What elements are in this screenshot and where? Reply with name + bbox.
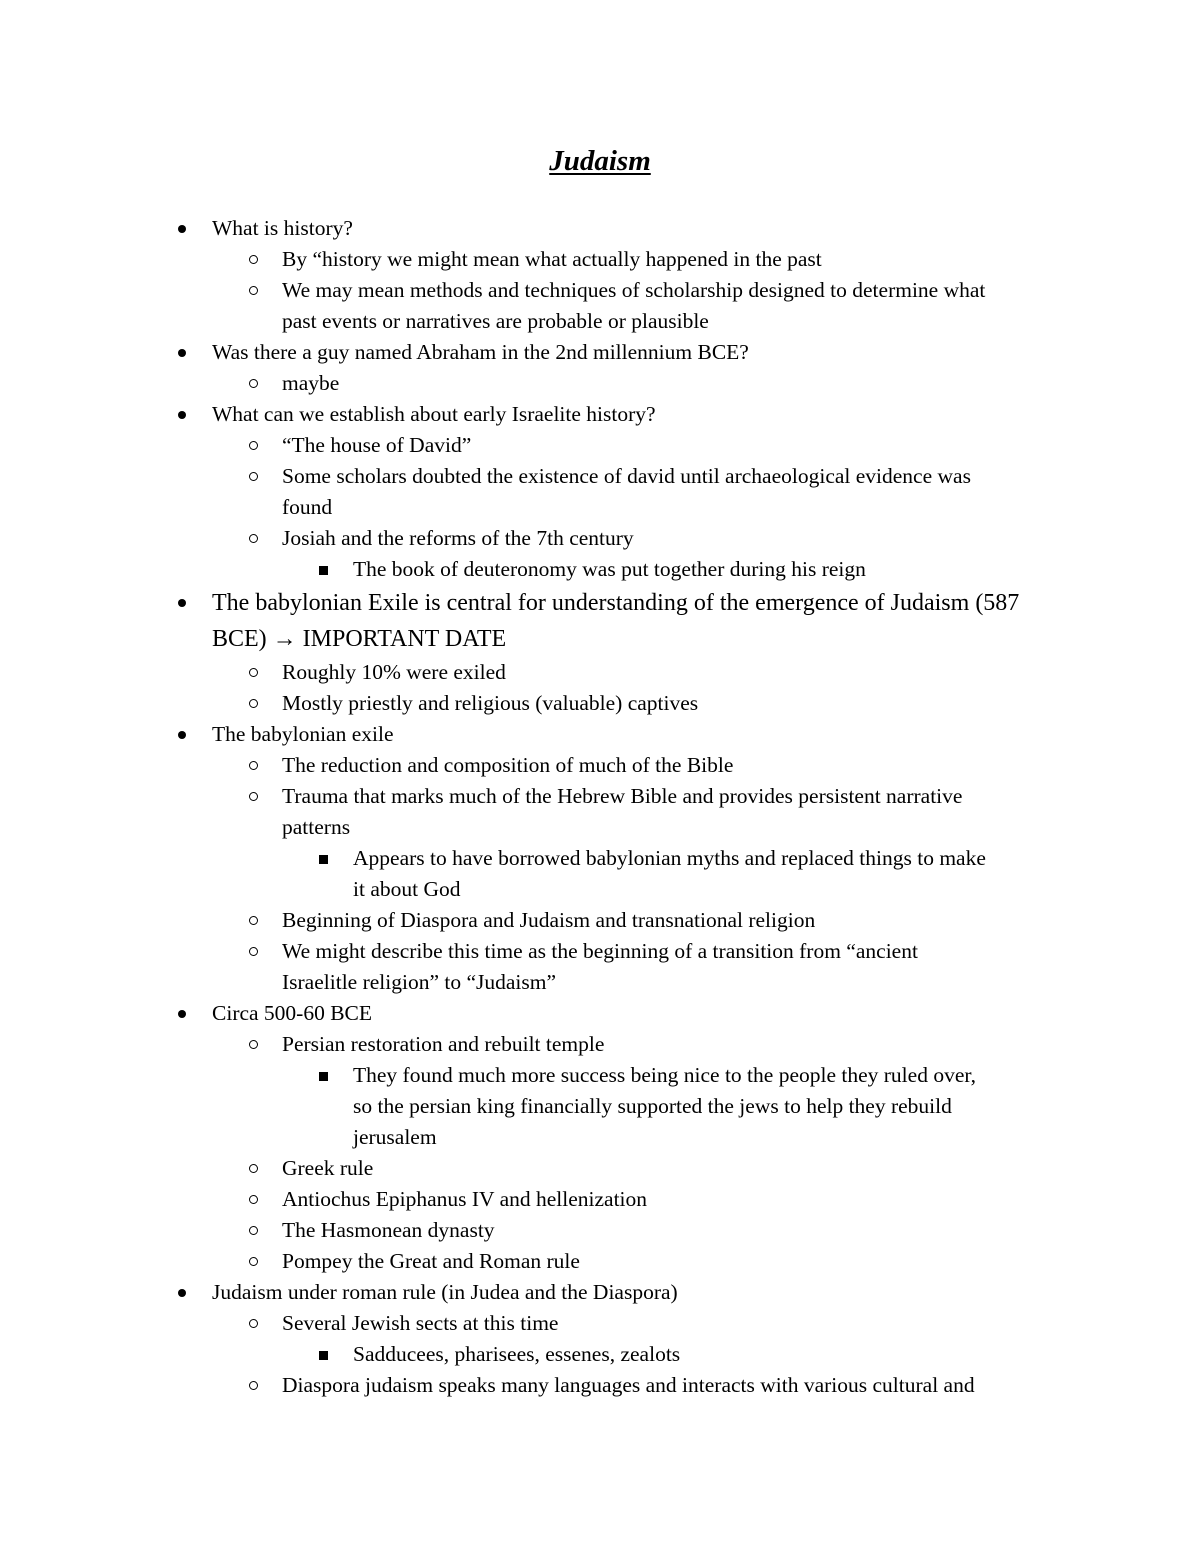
note-item-level-2 [0,936,1200,967]
note-text: Pompey the Great and Roman rule [282,1249,580,1273]
note-item-level-2 [0,1215,1200,1246]
note-text: Some scholars doubted the existence of david until archaeological evidence was [282,464,971,488]
bullet-circle-icon [249,286,258,295]
page-title: Judaism [549,145,651,177]
bullet-disc-icon [178,225,186,233]
bullet-circle-icon [249,255,258,264]
note-item-continuation [0,812,1200,843]
note-text: maybe [282,371,340,395]
note-text: Greek rule [282,1156,374,1180]
note-text: “The house of David” [282,433,472,457]
bullet-square-icon [319,855,328,864]
bullet-circle-icon [249,1226,258,1235]
note-text: We may mean methods and techniques of scholarship designed to determine what [282,278,986,302]
note-text: so the persian king financially supported the jews to help they rebuild [353,1094,952,1118]
bullet-circle-icon [249,699,258,708]
bullet-square-icon [319,566,328,575]
note-text: Israelitle religion” to “Judaism” [282,970,557,994]
note-text: Diaspora judaism speaks many languages and interacts with various cultural and [282,1373,975,1397]
note-text: The babylonian Exile is central for understanding of the emergence of Judaism (587 [212,590,1020,616]
note-item-level-2 [0,657,1200,688]
note-item-continuation [0,621,1200,657]
note-text: it about God [353,877,461,901]
bullet-circle-icon [249,1319,258,1328]
notes-list [0,213,1200,1401]
note-item-continuation [0,1091,1200,1122]
bullet-disc-icon [178,1289,186,1297]
bullet-circle-icon [249,668,258,677]
note-item-continuation [0,967,1200,998]
note-text: found [282,495,333,519]
note-item-level-3 [0,1060,1200,1091]
bullet-circle-icon [249,1164,258,1173]
note-item-level-2 [0,1153,1200,1184]
note-text: Trauma that marks much of the Hebrew Bible and provides persistent narrative [282,784,963,808]
bullet-circle-icon [249,1195,258,1204]
note-text: Beginning of Diaspora and Judaism and transnational religion [282,908,816,932]
note-text: By “history we might mean what actually happened in the past [282,247,822,271]
note-text: past events or narratives are probable or plausible [282,309,709,333]
note-item-level-1 [0,585,1200,621]
note-item-level-2 [0,1370,1200,1401]
note-text: Roughly 10% were exiled [282,660,506,684]
bullet-square-icon [319,1351,328,1360]
note-item-level-2 [0,523,1200,554]
bullet-square-icon [319,1072,328,1081]
note-text: Sadducees, pharisees, essenes, zealots [353,1342,681,1366]
note-item-continuation [0,492,1200,523]
note-item-level-1 [0,1277,1200,1308]
note-item-level-3 [0,554,1200,585]
note-text: The reduction and composition of much of the Bible [282,753,734,777]
note-item-level-2 [0,1308,1200,1339]
bullet-disc-icon [178,411,186,419]
bullet-circle-icon [249,761,258,770]
note-item-level-2 [0,430,1200,461]
note-item-continuation [0,306,1200,337]
note-item-level-1 [0,399,1200,430]
bullet-circle-icon [249,1257,258,1266]
note-text: Was there a guy named Abraham in the 2nd millennium BCE? [212,340,749,364]
bullet-circle-icon [249,441,258,450]
bullet-circle-icon [249,1381,258,1390]
note-text: Appears to have borrowed babylonian myths and replaced things to make [353,846,986,870]
note-item-continuation [0,874,1200,905]
note-item-level-2 [0,688,1200,719]
note-text: The book of deuteronomy was put together during his reign [353,557,866,581]
note-text: Antiochus Epiphanus IV and hellenization [282,1187,648,1211]
note-text: jerusalem [353,1125,437,1149]
bullet-disc-icon [178,1010,186,1018]
note-item-level-1 [0,337,1200,368]
note-item-level-1 [0,719,1200,750]
note-item-level-2 [0,1029,1200,1060]
note-item-level-1 [0,213,1200,244]
note-text: Mostly priestly and religious (valuable) captives [282,691,699,715]
note-item-level-2 [0,781,1200,812]
bullet-circle-icon [249,379,258,388]
note-text: BCE) → IMPORTANT DATE [212,626,507,652]
note-text: Persian restoration and rebuilt temple [282,1032,605,1056]
note-text: Josiah and the reforms of the 7th century [282,526,634,550]
note-item-level-3 [0,843,1200,874]
bullet-circle-icon [249,792,258,801]
note-item-level-2 [0,750,1200,781]
bullet-disc-icon [178,349,186,357]
note-item-level-2 [0,461,1200,492]
bullet-disc-icon [178,599,186,607]
note-text: What can we establish about early Israelite history? [212,402,656,426]
note-item-level-2 [0,1246,1200,1277]
note-text: patterns [282,815,351,839]
bullet-circle-icon [249,534,258,543]
note-text: Circa 500-60 BCE [212,1001,373,1025]
note-text: Several Jewish sects at this time [282,1311,559,1335]
note-text: The Hasmonean dynasty [282,1218,495,1242]
note-item-level-2 [0,368,1200,399]
bullet-circle-icon [249,916,258,925]
note-text: What is history? [212,216,353,240]
note-item-level-2 [0,905,1200,936]
note-item-continuation [0,1122,1200,1153]
bullet-disc-icon [178,731,186,739]
note-item-level-2 [0,1184,1200,1215]
note-item-level-2 [0,244,1200,275]
bullet-circle-icon [249,472,258,481]
bullet-circle-icon [249,1040,258,1049]
note-item-level-1 [0,998,1200,1029]
note-text: They found much more success being nice to the people they ruled over, [353,1063,977,1087]
note-item-level-2 [0,275,1200,306]
note-text: We might describe this time as the beginning of a transition from “ancient [282,939,918,963]
note-item-level-3 [0,1339,1200,1370]
note-text: Judaism under roman rule (in Judea and the Diaspora) [212,1280,678,1304]
bullet-circle-icon [249,947,258,956]
note-text: The babylonian exile [212,722,394,746]
